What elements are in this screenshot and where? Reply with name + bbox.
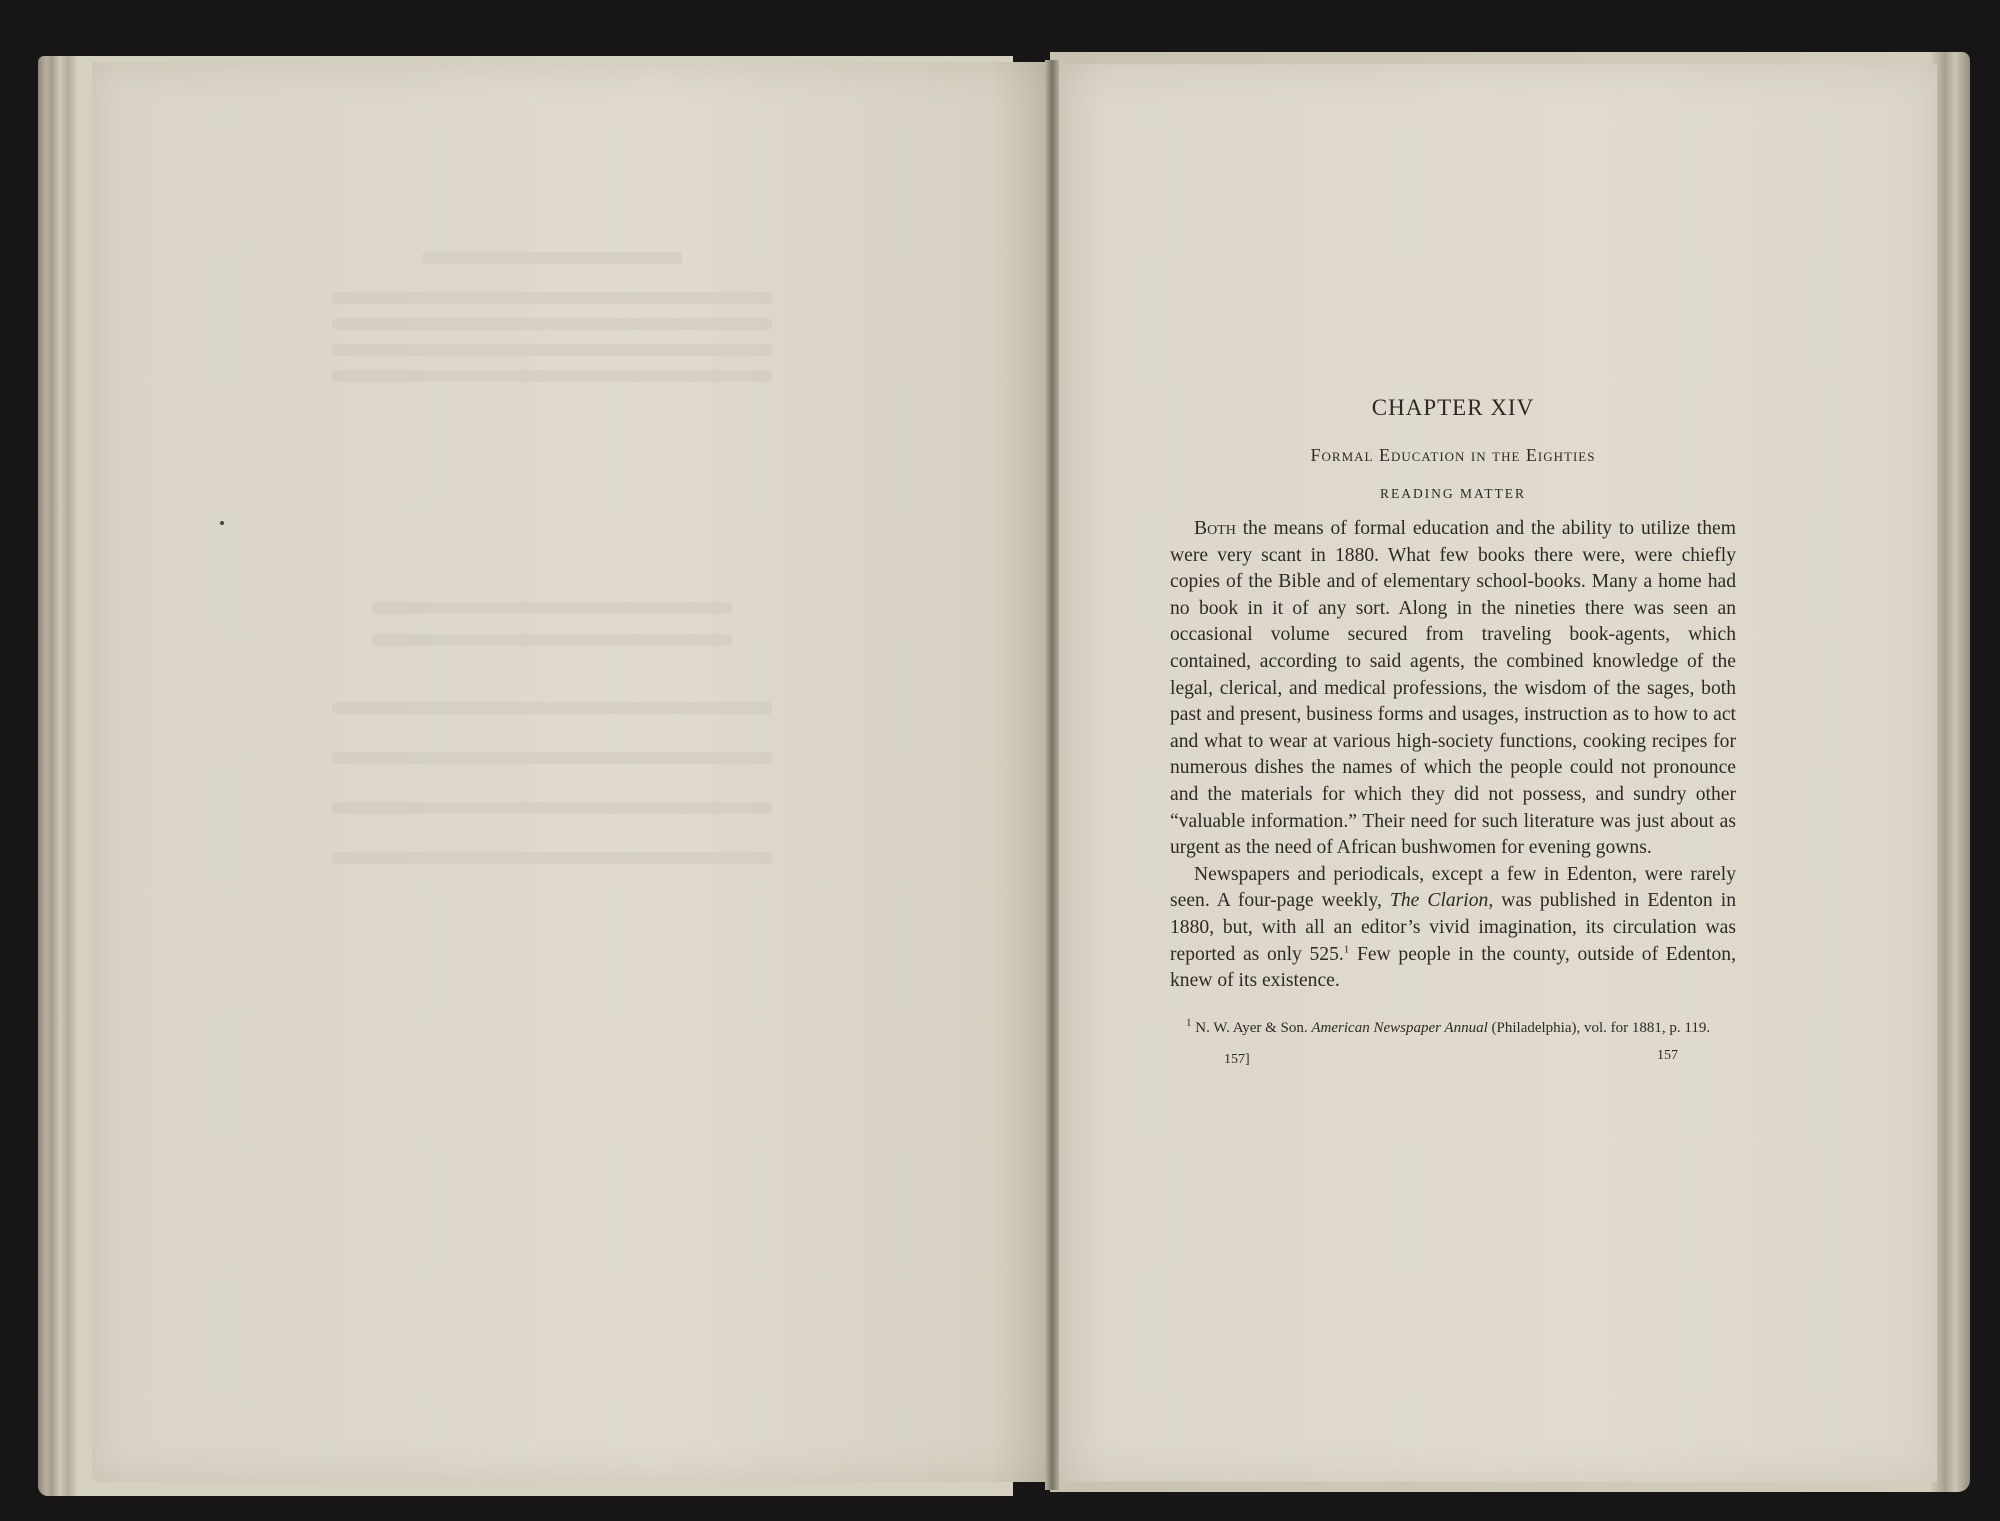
bleed-through — [332, 344, 772, 356]
para1-body: the means of formal education and the ability to utilize them were very scant in 1880. What few books there were, were chiefly copies of the Bible and of elementary school-books. Many a home had no book in it of any sort. Along in the nineties there was seen an occasional volume secured from traveling book-agents, which contained, according to said agents, the combined knowledge of the legal, clerical, and medical professions, the wisdom of the sages, both past and present, business forms and usages, instruction as to how to act and what to wear at various high-society functions, cooking recipes for numerous dishes the names of which the people could not pronounce and the materials for which they did not possess, and sundry other “valuable information.” Their need for such literature was just about as urgent as the need of African bushwomen for evening gowns. — [1170, 518, 1736, 859]
page-numbers — [1170, 1047, 1736, 1072]
bleed-through — [372, 602, 732, 614]
bleed-through — [332, 802, 772, 814]
para2-text-a: Newspapers and periodicals, except a few in Edenton, were rarely seen. A four-page weekly, — [1170, 863, 1736, 912]
para1-lead: Both — [1194, 518, 1236, 539]
bleed-through — [332, 852, 772, 864]
bleed-through — [332, 702, 772, 714]
bleed-through — [332, 752, 772, 764]
page-number: 157 — [1657, 1047, 1678, 1063]
book-gutter — [1045, 60, 1059, 1490]
bleed-through — [422, 252, 682, 264]
footnote-mark: 1 — [1186, 1016, 1192, 1029]
paper-speck — [220, 521, 224, 525]
footnote-source-title: American Newspaper Annual — [1311, 1019, 1488, 1036]
paragraph-1 — [1170, 516, 1736, 862]
section-heading: READING MATTER — [1379, 486, 1527, 501]
chapter-subtitle: Formal Education in the Eighties — [1310, 445, 1596, 465]
bleed-through — [332, 292, 772, 304]
bleed-through — [372, 634, 732, 646]
footnote-text-b: (Philadelphia), vol. for 1881, p. 119. — [1487, 1019, 1711, 1036]
page-number-bracket: 157] — [1224, 1051, 1250, 1067]
bleed-through — [332, 370, 772, 382]
footnote — [1170, 1016, 1736, 1037]
footnote-text-a: N. W. Ayer & Son. — [1191, 1019, 1312, 1036]
paragraph-2 — [1170, 862, 1736, 995]
bleed-through — [332, 318, 772, 330]
right-page-text — [1170, 395, 1736, 1072]
left-page-blank — [92, 62, 1047, 1482]
footnote-reference: 1 — [1343, 942, 1350, 955]
chapter-title: CHAPTER XIV — [1371, 395, 1535, 420]
newspaper-title: The Clarion, — [1389, 890, 1494, 912]
para2-text-c: Few people in the county, outside of Edenton, knew of its existence. — [1170, 943, 1736, 992]
para2-text-b: was published in Edenton in 1880, but, with all an editor’s vivid imagination, its circulation was reported as only 525. — [1170, 890, 1736, 965]
